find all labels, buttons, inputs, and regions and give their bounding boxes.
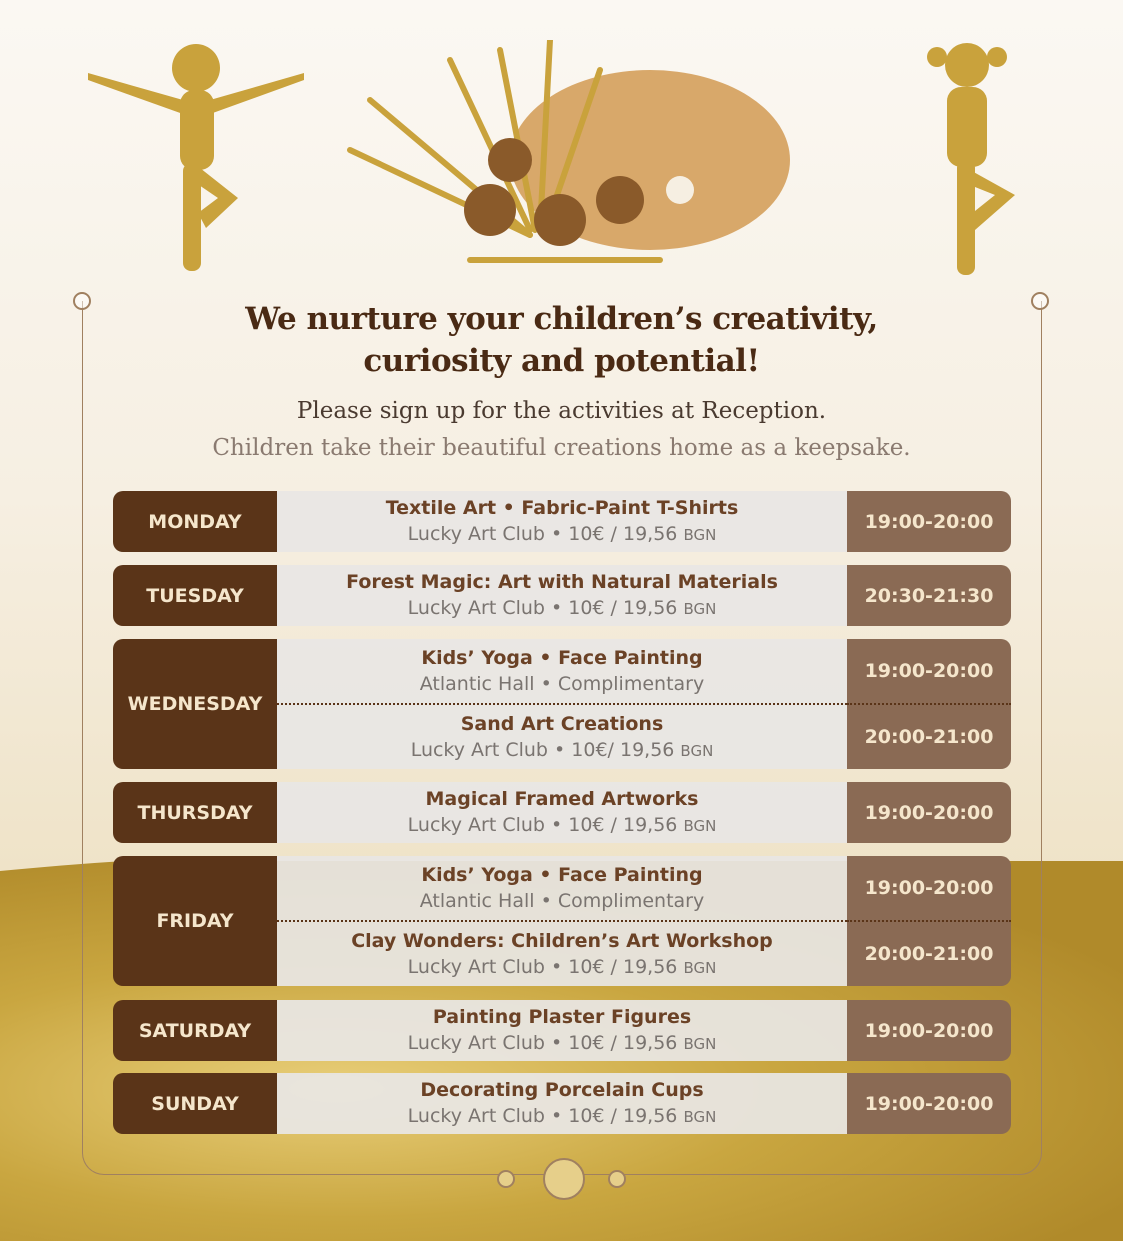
activity-time: 19:00-20:00 xyxy=(864,1019,994,1042)
activity-title: Kids’ Yoga • Face Painting xyxy=(421,646,703,669)
schedule-row-tuesday xyxy=(113,565,1011,626)
yoga-boy-figure-icon xyxy=(88,38,304,273)
activity-venue-price: Atlantic Hall • Complimentary xyxy=(419,672,705,695)
activity-venue-price: Lucky Art Club • 10€ / 19,56 xyxy=(407,523,678,545)
activity-venue-price: Lucky Art Club • 10€ / 19,56 xyxy=(407,814,678,836)
currency-unit: BGN xyxy=(683,600,717,618)
activity-title: Painting Plaster Figures xyxy=(432,1006,692,1028)
activity-time: 19:00-20:00 xyxy=(864,510,994,533)
headline-line-1: We nurture your children’s creativity, xyxy=(245,301,878,337)
frame-circle xyxy=(497,1170,515,1188)
activity-time: 19:00-20:00 xyxy=(864,801,994,824)
currency-unit: BGN xyxy=(683,817,717,835)
activity-venue-price: Lucky Art Club • 10€ / 19,56 xyxy=(407,955,678,978)
activity-title: Clay Wonders: Children’s Art Workshop xyxy=(351,929,773,952)
activity xyxy=(277,1000,847,1061)
activity-time: 19:00-20:00 xyxy=(864,660,994,682)
activity-time: 20:30-21:30 xyxy=(864,584,994,607)
day-label: TUESDAY xyxy=(113,565,277,626)
activity-time: 20:00-21:00 xyxy=(864,726,994,748)
headline xyxy=(0,298,1123,382)
activity-venue-price: Lucky Art Club • 10€/ 19,56 xyxy=(410,738,675,761)
activity xyxy=(277,491,847,552)
frame-circle xyxy=(608,1170,626,1188)
activity xyxy=(277,782,847,843)
currency-unit: BGN xyxy=(683,958,717,977)
currency-unit: BGN xyxy=(683,526,717,544)
currency-unit: BGN xyxy=(680,741,714,760)
frame-circle xyxy=(543,1158,585,1200)
activity-venue-price: Lucky Art Club • 10€ / 19,56 xyxy=(407,1032,678,1054)
activity-time: 20:00-21:00 xyxy=(864,943,994,965)
schedule-row-thursday xyxy=(113,782,1011,843)
activity xyxy=(277,639,847,703)
activity-time: 19:00-20:00 xyxy=(864,877,994,899)
day-label: SUNDAY xyxy=(113,1073,277,1134)
day-label: SATURDAY xyxy=(113,1000,277,1061)
activity xyxy=(277,856,847,920)
day-label: WEDNESDAY xyxy=(113,639,277,769)
schedule-row-friday xyxy=(113,856,1011,986)
activity xyxy=(277,703,847,769)
activity-title: Magical Framed Artworks xyxy=(425,788,699,810)
currency-unit: BGN xyxy=(683,1108,717,1126)
currency-unit: BGN xyxy=(683,1035,717,1053)
activity xyxy=(277,565,847,626)
activity xyxy=(277,1073,847,1134)
activity xyxy=(277,920,847,986)
activity-title: Sand Art Creations xyxy=(460,712,664,735)
activity-title: Decorating Porcelain Cups xyxy=(420,1079,704,1101)
paintbrushes-palette-icon xyxy=(330,40,790,275)
schedule-row-wednesday xyxy=(113,639,1011,769)
schedule-row-saturday xyxy=(113,1000,1011,1061)
signup-note: Please sign up for the activities at Reception. xyxy=(296,398,827,424)
day-label: THURSDAY xyxy=(113,782,277,843)
activity-venue-price: Lucky Art Club • 10€ / 19,56 xyxy=(407,1105,678,1127)
schedule-row-sunday xyxy=(113,1073,1011,1134)
activity-title: Textile Art • Fabric-Paint T-Shirts xyxy=(385,497,739,519)
yoga-girl-figure-icon xyxy=(915,35,1020,277)
activity-venue-price: Lucky Art Club • 10€ / 19,56 xyxy=(407,597,678,619)
day-label: FRIDAY xyxy=(113,856,277,986)
headline-line-2: curiosity and potential! xyxy=(363,343,760,379)
activity-time: 19:00-20:00 xyxy=(864,1092,994,1115)
keepsake-note: Children take their beautiful creations home as a keepsake. xyxy=(212,435,911,461)
schedule-row-monday xyxy=(113,491,1011,552)
activity-venue-price: Atlantic Hall • Complimentary xyxy=(419,889,705,912)
day-label: MONDAY xyxy=(113,491,277,552)
activity-title: Kids’ Yoga • Face Painting xyxy=(421,863,703,886)
activity-title: Forest Magic: Art with Natural Materials xyxy=(346,571,778,593)
